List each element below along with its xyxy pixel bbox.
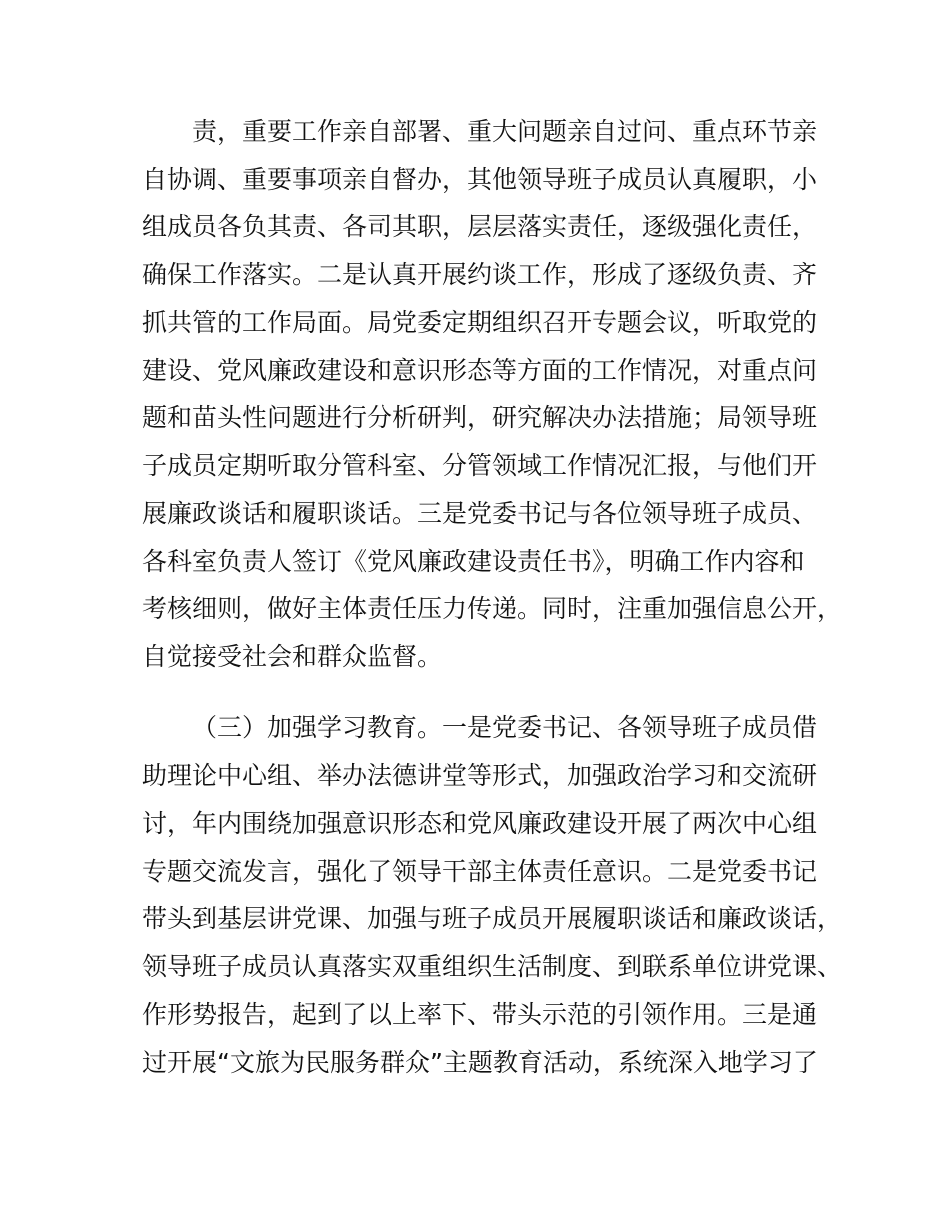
text-line: 子成员定期听取分管科室、分管领域工作情况汇报，与他们开 <box>142 451 818 480</box>
text-line: 自协调、重要事项亲自督办，其他领导班子成员认真履职，小 <box>142 165 818 194</box>
text-line: 责，重要工作亲自部署、重大问题亲自过问、重点环节亲 <box>192 117 818 146</box>
text-line: 组成员各负其责、各司其职，层层落实责任，逐级强化责任， <box>142 212 818 241</box>
text-line: 专题交流发言，强化了领导干部主体责任意识。二是党委书记 <box>142 857 818 886</box>
text-line: 过开展“文旅为民服务群众”主题教育活动，系统深入地学习了 <box>142 1048 818 1077</box>
text-line: 讨，年内围绕加强意识形态和党风廉政建设开展了两次中心组 <box>142 809 818 838</box>
text-line: 确保工作落实。二是认真开展约谈工作，形成了逐级负责、齐 <box>142 260 818 289</box>
text-line: 领导班子成员认真落实双重组织生活制度、到联系单位讲党课、 <box>142 952 843 981</box>
text-line: 各科室负责人签订《党风廉政建设责任书》，明确工作内容和 <box>142 547 805 576</box>
text-line: 抓共管的工作局面。局党委定期组织召开专题会议，听取党的 <box>142 308 818 337</box>
text-line: 题和苗头性问题进行分析研判，研究解决办法措施；局领导班 <box>142 403 818 432</box>
text-line: 作形势报告，起到了以上率下、带头示范的引领作用。三是通 <box>142 1000 818 1029</box>
text-line: 考核细则，做好主体责任压力传递。同时，注重加强信息公开， <box>142 594 843 623</box>
text-line: 自觉接受社会和群众监督。 <box>142 642 443 671</box>
text-line: 展廉政谈话和履职谈话。三是党委书记与各位领导班子成员、 <box>142 499 818 528</box>
text-line: 建设、党风廉政建设和意识形态等方面的工作情况，对重点问 <box>142 356 818 385</box>
section-heading-line: （三）加强学习教育。一是党委书记、各领导班子成员借 <box>192 713 818 742</box>
text-line: 助理论中心组、举办法德讲堂等形式，加强政治学习和交流研 <box>142 761 818 790</box>
text-line: 带头到基层讲党课、加强与班子成员开展履职谈话和廉政谈话， <box>142 904 843 933</box>
